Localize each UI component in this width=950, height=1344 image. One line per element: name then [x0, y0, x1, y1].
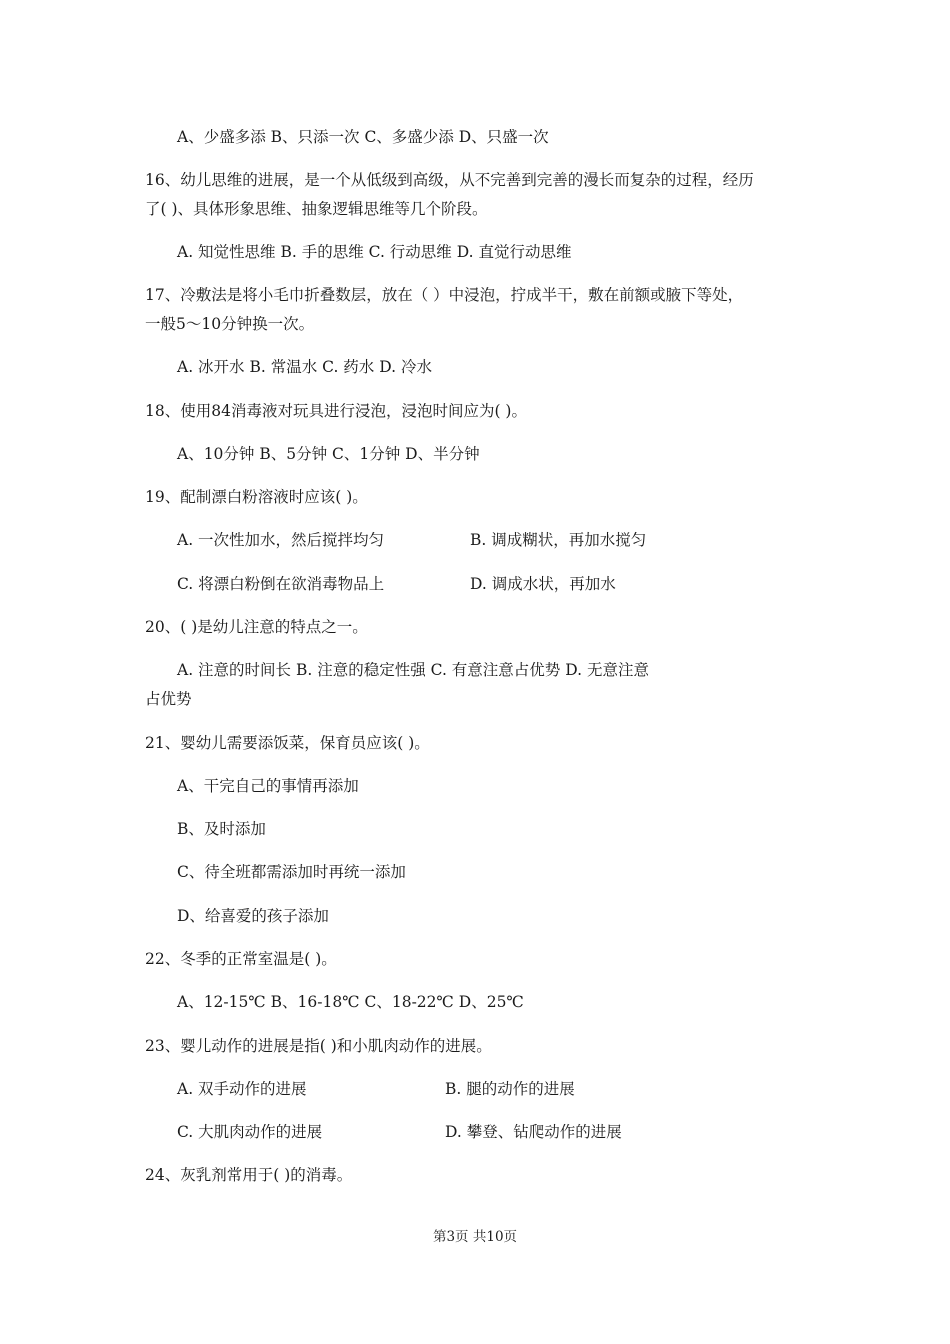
q16-text-line2: 了( )、具体形象思维、抽象逻辑思维等几个阶段。: [145, 200, 488, 218]
q23-text: 23、婴儿动作的进展是指( )和小肌肉动作的进展。: [145, 1037, 492, 1055]
q21-option-c: C、待全班都需添加时再统一添加: [177, 863, 406, 881]
q16-options: A. 知觉性思维 B. 手的思维 C. 行动思维 D. 直觉行动思维: [177, 243, 572, 261]
q22-options: A、12-15℃ B、16-18℃ C、18-22℃ D、25℃: [177, 993, 524, 1011]
q15-options: A、少盛多添 B、只添一次 C、多盛少添 D、只盛一次: [177, 128, 549, 146]
q19-option-b: B. 调成糊状，再加水搅匀: [470, 531, 647, 549]
q21-option-d: D、给喜爱的孩子添加: [177, 907, 329, 925]
q20-options-wrap: 占优势: [145, 690, 192, 708]
q19-text: 19、配制漂白粉溶液时应该( )。: [145, 488, 368, 506]
q21-option-a: A、干完自己的事情再添加: [177, 777, 359, 795]
q23-option-c: C. 大肌肉动作的进展: [177, 1123, 323, 1141]
q18-text: 18、使用84消毒液对玩具进行浸泡，浸泡时间应为( )。: [145, 402, 527, 420]
q19-option-d: D. 调成水状，再加水: [470, 575, 616, 593]
q22-text: 22、冬季的正常室温是( )。: [145, 950, 337, 968]
q17-options: A. 冰开水 B. 常温水 C. 药水 D. 冷水: [177, 358, 432, 376]
q23-option-b: B. 腿的动作的进展: [445, 1080, 575, 1098]
q18-options: A、10分钟 B、5分钟 C、1分钟 D、半分钟: [177, 445, 480, 463]
q16-text-line1: 16、幼儿思维的进展，是一个从低级到高级，从不完善到完善的漫长而复杂的过程，经历: [145, 171, 754, 189]
q19-option-a: A. 一次性加水，然后搅拌均匀: [177, 531, 385, 549]
q17-text-line1: 17、冷敷法是将小毛巾折叠数层，放在（ ）中浸泡，拧成半干，敷在前额或腋下等处，: [145, 286, 744, 304]
q24-text: 24、灰乳剂常用于( )的消毒。: [145, 1166, 353, 1184]
q23-option-d: D. 攀登、钻爬动作的进展: [445, 1123, 622, 1141]
q17-text-line2: 一般5～10分钟换一次。: [145, 315, 315, 333]
q23-option-a: A. 双手动作的进展: [177, 1080, 307, 1098]
q19-option-c: C. 将漂白粉倒在欲消毒物品上: [177, 575, 385, 593]
page-number: 第3页 共10页: [432, 1229, 518, 1245]
q21-text: 21、婴幼儿需要添饭菜，保育员应该( )。: [145, 734, 430, 752]
q20-options: A. 注意的时间长 B. 注意的稳定性强 C. 有意注意占优势 D. 无意注意: [177, 661, 649, 679]
q20-text: 20、( )是幼儿注意的特点之一。: [145, 618, 368, 636]
q21-option-b: B、及时添加: [177, 820, 266, 838]
